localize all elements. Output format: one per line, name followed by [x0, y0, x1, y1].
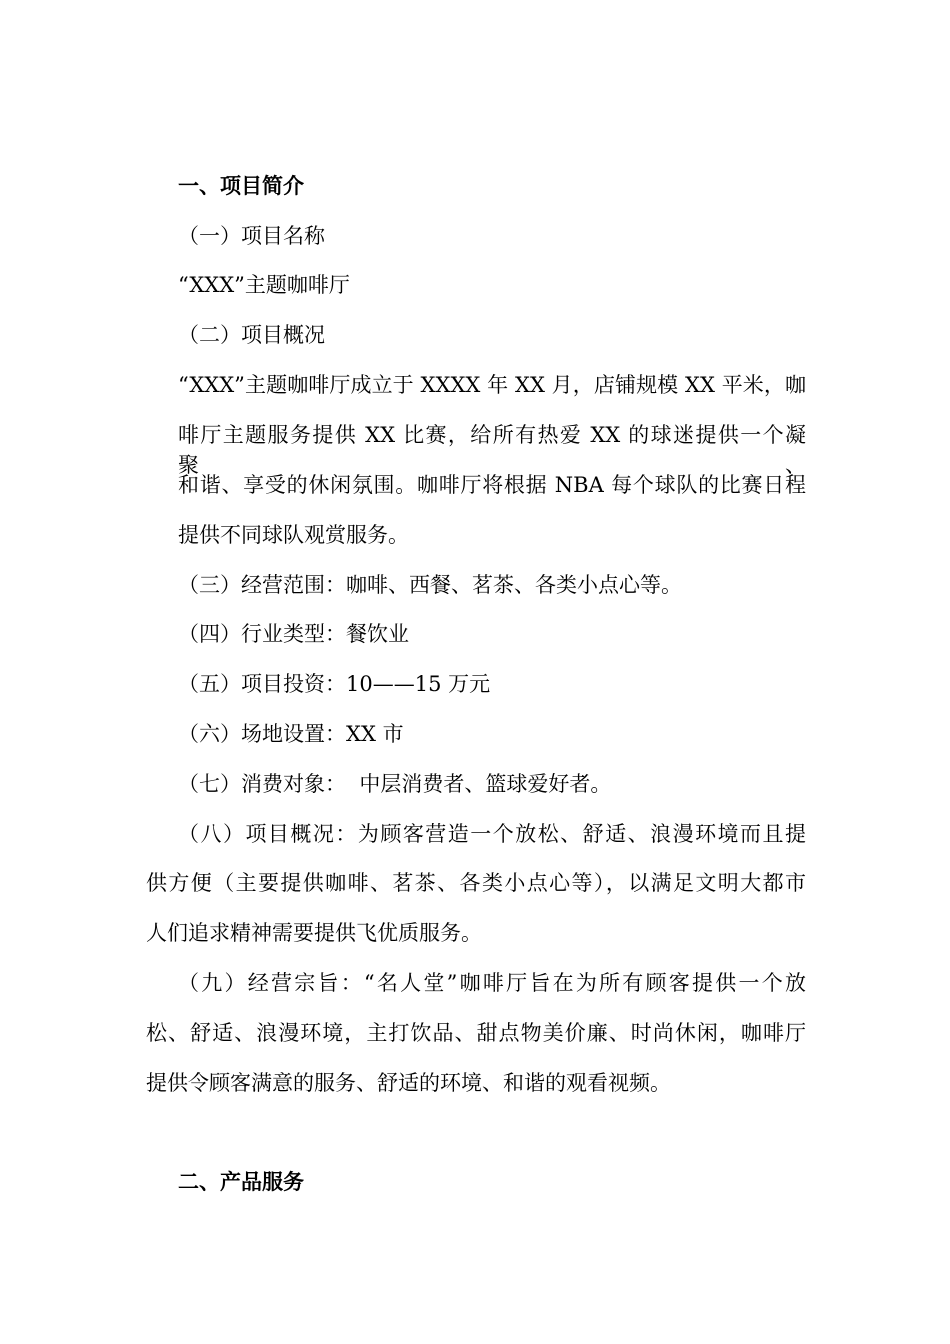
paragraph-line: 供方便（主要提供咖啡、茗茶、各类小点心等），以满足文明大都市	[146, 871, 806, 895]
paragraph-line: （八）项目概况：为顾客营造一个放松、舒适、浪漫环境而且提	[178, 822, 806, 846]
item-investment: （五）项目投资：10——15 万元	[178, 672, 491, 696]
item-target-customers: （七）消费对象： 中层消费者、篮球爱好者。	[178, 772, 612, 796]
paragraph-line: “XXX”主题咖啡厅成立于 XXXX 年 XX 月，店铺规模 XX 平米，咖	[178, 373, 806, 397]
paragraph-line: 提供不同球队观赏服务。	[178, 523, 409, 547]
paragraph-line: 松、舒适、浪漫环境，主打饮品、甜点物美价廉、时尚休闲，咖啡厅	[146, 1021, 806, 1045]
item-location: （六）场地设置：XX 市	[178, 722, 404, 746]
section-heading-products: 二、产品服务	[178, 1170, 304, 1194]
item-project-name-value: “XXX”主题咖啡厅	[178, 273, 350, 297]
section-heading-intro: 一、项目简介	[178, 174, 304, 198]
paragraph-line: 提供令顾客满意的服务、舒适的环境、和谐的观看视频。	[146, 1071, 671, 1095]
paragraph-line: 人们追求精神需要提供飞优质服务。	[146, 921, 482, 945]
item-business-scope: （三）经营范围：咖啡、西餐、茗茶、各类小点心等。	[178, 573, 682, 597]
item-project-overview-title: （二）项目概况	[178, 323, 325, 347]
paragraph-line: 啡厅主题服务提供 XX 比赛，给所有热爱 XX 的球迷提供一个凝聚、	[178, 423, 806, 477]
item-industry-type: （四）行业类型：餐饮业	[178, 622, 409, 646]
paragraph-line: 和谐、享受的休闲氛围。咖啡厅将根据 NBA 每个球队的比赛日程	[178, 473, 806, 497]
item-project-name-title: （一）项目名称	[178, 224, 325, 248]
paragraph-line: （九）经营宗旨：“名人堂”咖啡厅旨在为所有顾客提供一个放	[178, 971, 806, 995]
